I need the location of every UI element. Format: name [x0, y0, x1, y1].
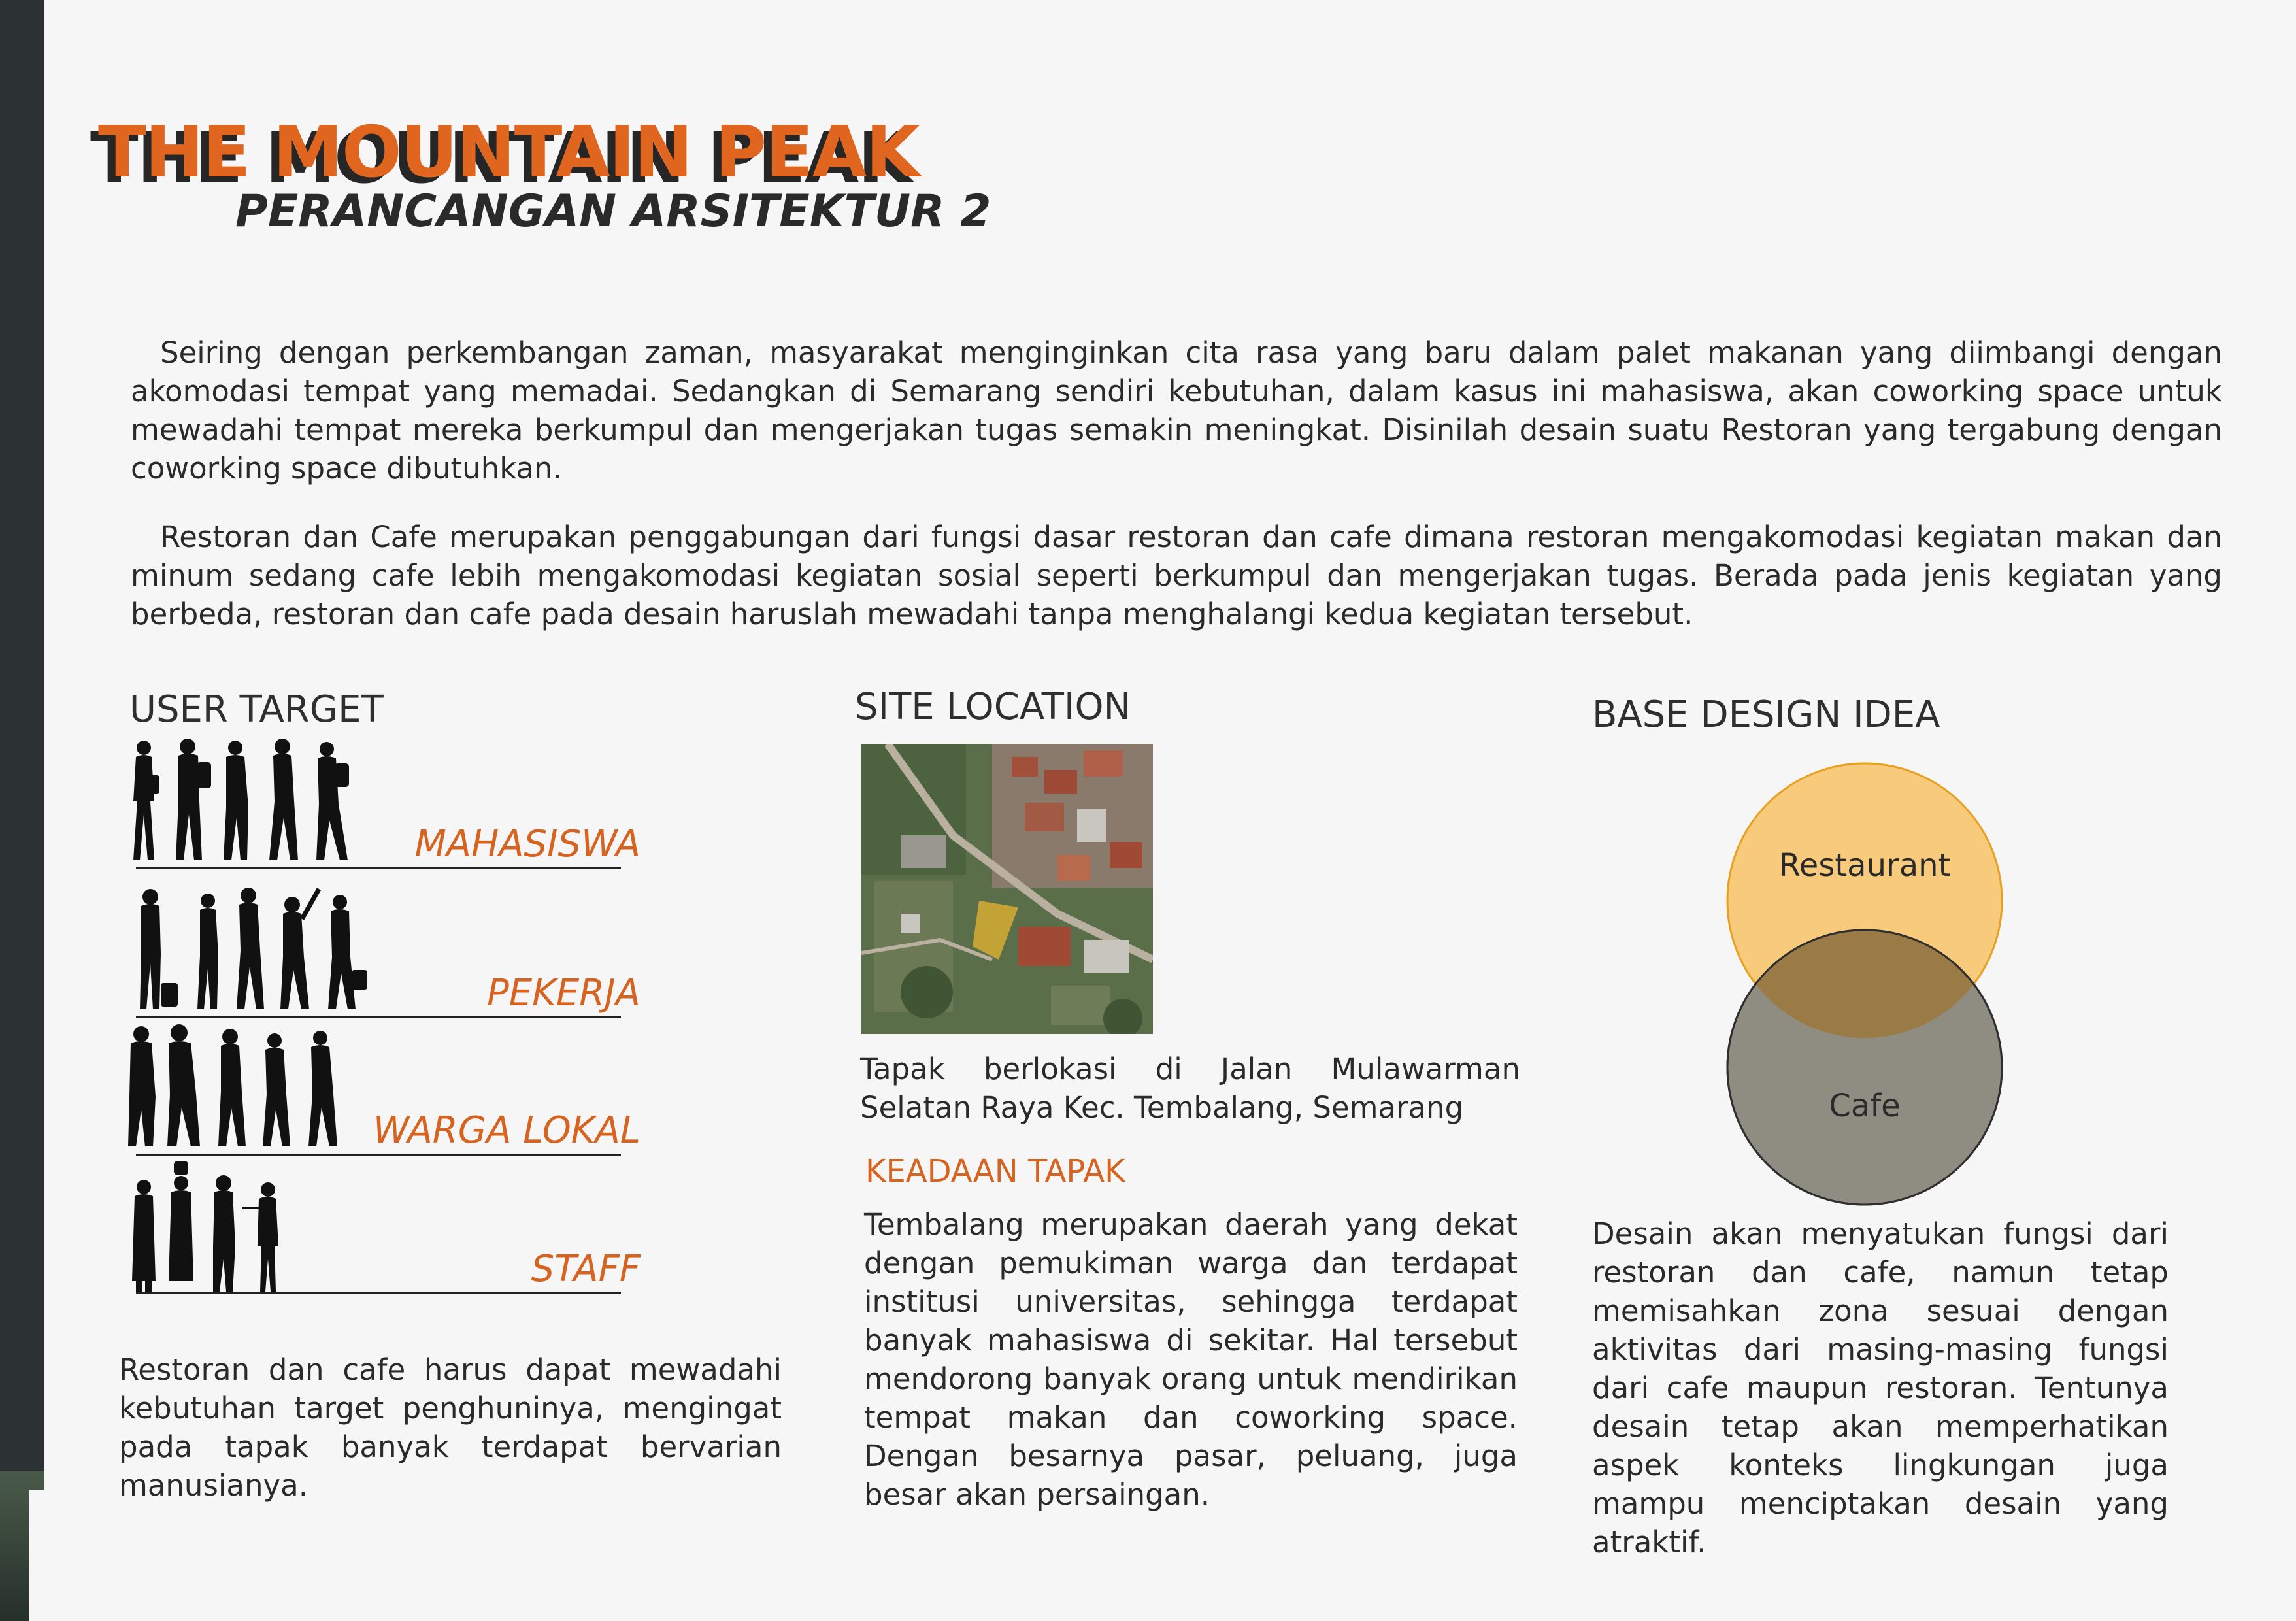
page-title: THE MOUNTAIN PEAK	[98, 112, 920, 193]
ground-line	[136, 1292, 621, 1294]
keadaan-tapak-heading: KEADAAN TAPAK	[865, 1153, 1125, 1190]
venn-diagram	[1712, 761, 2020, 1206]
edge-photo-mask	[29, 1490, 52, 1621]
site-description: Tapak berlokasi di Jalan Mulawarman Selatan Raya Kec. Tembalang, Semarang	[860, 1052, 1520, 1125]
base-design-heading: BASE DESIGN IDEA	[1592, 694, 1940, 736]
base-design-description: Desain akan menyatukan fungsi dari restoran dan cafe, namun tetap memisahkan zona sesuai dengan aktivitas dari masing-masing fungsi dari cafe maupun restoran. Tentunya desain tetap akan memperhatikan aspek konteks lingkungan juga mampu menciptakan desain yang atraktif.	[1592, 1216, 2169, 1560]
user-group-label: PEKERJA	[487, 972, 641, 1014]
satellite-map-icon	[861, 744, 1153, 1034]
intro-paragraph-2: Restoran dan Cafe merupakan penggabungan dari fungsi dasar restoran dan cafe dimana restoran mengakomodasi kegiatan makan dan minum sedang cafe lebih mengakomodasi kegiatan sosial seperti berkumpul dan mengerjakan tugas. Berada pada jenis kegiatan yang berbeda, restoran dan cafe pada desain haruslah mewadahi tanpa menghalangi kedua kegiatan tersebut.	[131, 520, 2222, 631]
workers-silhouette-icon	[124, 885, 386, 1016]
left-edge-bar	[0, 0, 44, 1621]
intro-paragraph-1: Seiring dengan perkembangan zaman, masyarakat menginginkan cita rasa yang baru dalam palet makanan yang diimbangi dengan akomodasi tempat yang memadai. Sedangkan di Semarang sendiri kebutuhan, dalam kasus ini mahasiswa, akan coworking space untuk mewadahi tempat mereka berkumpul dan mengerjakan tugas semakin meningkat. Disinilah desain suatu Restoran yang tergabung dengan coworking space dibutuhkan.	[131, 335, 2222, 486]
ground-line	[136, 867, 621, 869]
user-group-staff	[124, 1163, 641, 1294]
user-group-label: WARGA LOKAL	[373, 1109, 641, 1152]
ground-line	[136, 1154, 621, 1156]
user-group-pekerja	[124, 888, 641, 1018]
user-target-description: Restoran dan cafe harus dapat mewadahi kebutuhan target penghuninya, mengingat pada tapak banyak terdapat bervarian manusianya.	[119, 1352, 782, 1503]
user-group-warga-lokal	[124, 1025, 641, 1156]
user-target-heading: USER TARGET	[129, 688, 384, 731]
keadaan-tapak-description: Tembalang merupakan daerah yang dekat dengan pemukiman warga dan terdapat institusi universitas, sehingga terdapat banyak mahasiswa di sekitar. Hal tersebut mendorong banyak orang untuk mendirikan tempat makan dan coworking space. Dengan besarnya pasar, peluang, juga besar akan persaingan.	[864, 1207, 1518, 1512]
locals-silhouette-icon	[124, 1022, 373, 1153]
user-group-label: STAFF	[531, 1248, 641, 1290]
venn-restaurant-label: Restaurant	[1778, 847, 1951, 884]
page-subtitle: PERANCANGAN ARSITEKTUR 2	[235, 186, 991, 237]
user-group-label: MAHASISWA	[414, 823, 641, 865]
staff-silhouette-icon	[124, 1161, 333, 1292]
user-group-mahasiswa	[124, 739, 641, 869]
students-silhouette-icon	[124, 736, 373, 867]
ground-line	[136, 1016, 621, 1018]
venn-cafe-label: Cafe	[1829, 1088, 1901, 1124]
site-location-heading: SITE LOCATION	[855, 686, 1131, 728]
